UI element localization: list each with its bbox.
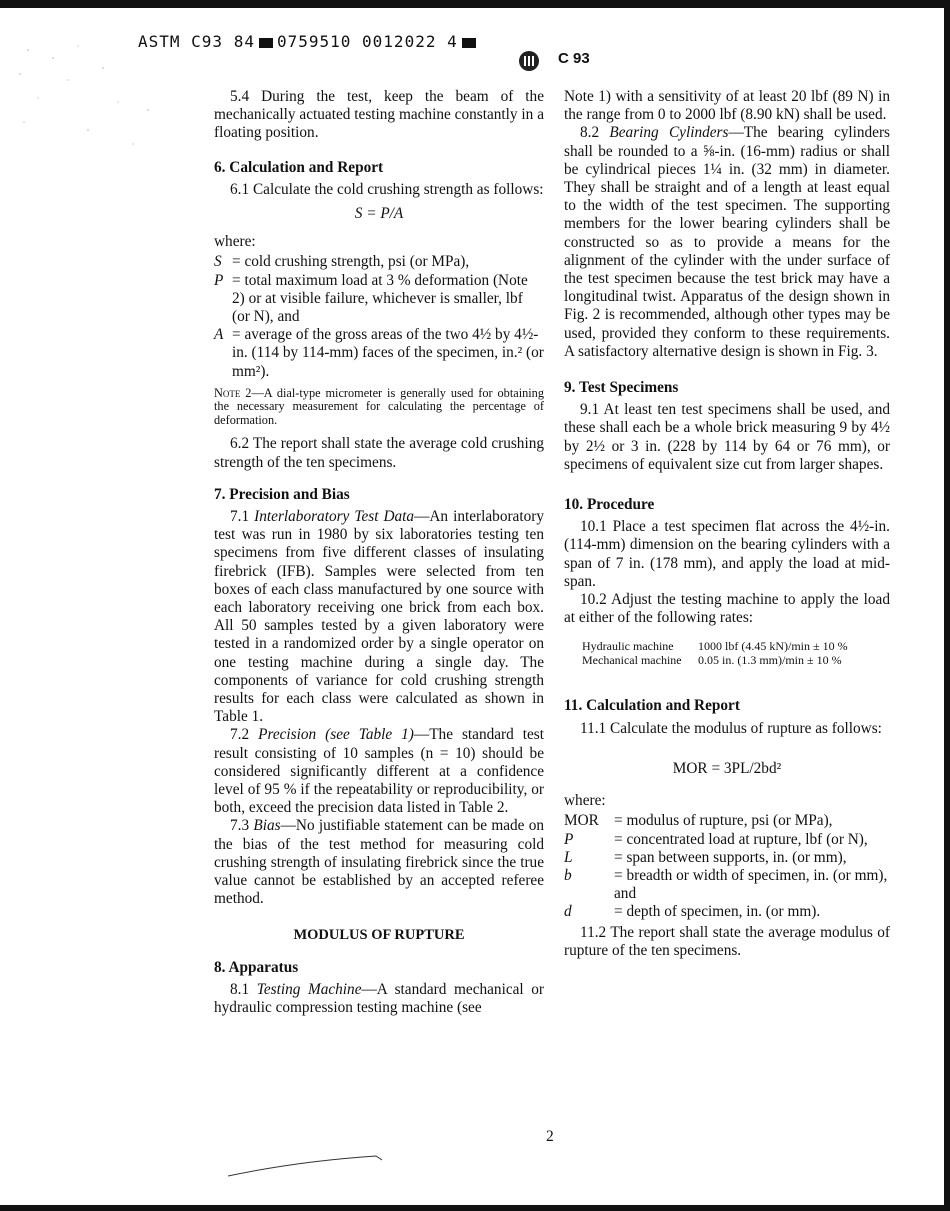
definition-text: = concentrated load at rupture, lbf (or N),: [614, 830, 868, 848]
definition-list: [214, 253, 544, 380]
right-border: [944, 0, 950, 1211]
paragraph-text: —No justifiable statement can be made on the bias of the test method for measuring cold crushing strength of insulating firebrick since the true value cannot be established by an accepted referee method.: [214, 817, 544, 908]
paragraph-9-1: 9.1 At least ten test specimens shall be used, and these shall each be a whole brick measuring 9 by 4½ by 2½ or 3 in. (228 by 114 by 64 or 76 mm), or specimens of equivalent size cut from larger shapes.: [564, 401, 890, 473]
paragraph-7-2: [214, 726, 544, 817]
section-8-title: 8. Apparatus: [214, 958, 299, 976]
definition-item: [564, 867, 890, 903]
definition-symbol: P: [214, 271, 224, 289]
paragraph-number: 8.2: [580, 124, 600, 142]
machine-type: Mechanical machine: [582, 653, 682, 668]
definition-text: = average of the gross areas of the two 4½ by 4½-in. (114 by 114-mm) faces of the specimen, in.² (or mm²).: [232, 326, 544, 380]
paragraph-number: 7.2: [230, 726, 250, 744]
paragraph-number: 7.1: [230, 507, 250, 525]
paragraph-text: —A standard mechanical or hydraulic compression testing machine (see: [214, 980, 545, 1017]
section-7-title: 7. Precision and Bias: [214, 485, 350, 503]
pen-mark: [226, 1150, 386, 1180]
top-border: [0, 0, 950, 8]
definition-symbol: MOR: [564, 812, 599, 830]
definition-list: [564, 812, 890, 921]
paragraph-5-4: 5.4 During the test, keep the beam of the mechanically actuated testing machine constantly in a floating position.: [214, 88, 544, 142]
document-id: C 93: [558, 50, 590, 67]
redaction-block: [462, 38, 476, 48]
rate-row: [582, 639, 890, 653]
definition-symbol: d: [564, 903, 572, 921]
redaction-block: [259, 38, 273, 48]
definition-symbol: S: [214, 253, 222, 271]
document-code-header: [138, 32, 480, 51]
definition-text: = breadth or width of specimen, in. (or mm), and: [614, 866, 888, 903]
loading-rate: 0.05 in. (1.3 mm)/min ± 10 %: [698, 653, 842, 668]
paragraph-heading: Bias: [253, 817, 281, 835]
definition-item: [214, 272, 544, 327]
right-column: [564, 88, 890, 960]
astm-logo-icon: [518, 50, 540, 72]
definition-text: = total maximum load at 3 % deformation (Note 2) or at visible failure, whichever is smaller, lbf (or N), and: [232, 271, 528, 326]
left-column: [214, 88, 544, 1017]
section-11-title: 11. Calculation and Report: [564, 697, 740, 715]
formula-crushing-strength: S = P/A: [354, 205, 404, 223]
page-number: 2: [546, 1128, 554, 1145]
paragraph-heading: Bearing Cylinders: [609, 124, 729, 142]
formula-modulus-of-rupture: MOR = 3PL/2bd²: [672, 759, 782, 777]
definition-symbol: A: [214, 326, 224, 344]
definition-symbol: P: [564, 830, 574, 848]
bottom-border: [0, 1205, 950, 1211]
paragraph-8-1-continued: Note 1) with a sensitivity of at least 20 lbf (89 N) in the range from 0 to 2000 lbf (8.90 kN) shall be used.: [564, 88, 890, 124]
definition-item: [564, 831, 890, 849]
definition-symbol: L: [564, 848, 573, 866]
definition-text: = modulus of rupture, psi (or MPa),: [614, 812, 833, 830]
definition-item: [214, 253, 544, 271]
paragraph-text: —The standard test result consisting of 10 samples (n = 10) should be considered significantly different at a confidence level of 95 % if the repeatability or reproducibility, or both, exceed the precision data listed in Table 2.: [214, 726, 544, 817]
paragraph-heading: Interlaboratory Test Data: [254, 507, 415, 525]
paragraph-11-2: 11.2 The report shall state the average modulus of rupture of the ten specimens.: [564, 923, 890, 959]
section-9-title: 9. Test Specimens: [564, 379, 679, 397]
scan-noise: [8, 40, 158, 160]
section-10-title: 10. Procedure: [564, 496, 655, 514]
definition-item: [564, 849, 890, 867]
paragraph-text: —The bearing cylinders shall be rounded to a ⅝-in. (16-mm) radius or shall be cylindrical pieces 1¼ in. (32 mm) in diameter. They shall be straight and of a length at least equal to the width of the test specimen. The supporting members for the lower bearing cylinders shall be constructed so as to provide a means for the alignment of the cylinder with the under surface of the test specimen because the test brick may have a longitudinal twist. Apparatus of the design shown in Fig. 2 is recommended, although other types may be used, provided they conform to these requirements. A satisfactory alternative design is shown in Fig. 3.: [564, 124, 891, 360]
note-label: Note 2: [214, 385, 252, 400]
paragraph-6-1: 6.1 Calculate the cold crushing strength as follows:: [230, 180, 544, 198]
note-text: —A dial-type micrometer is generally used for obtaining the necessary measurement for calculating the percentage of deformation.: [214, 385, 544, 427]
where-label: where:: [214, 233, 256, 251]
definition-item: [564, 903, 890, 921]
paragraph-10-1: 10.1 Place a test specimen flat across the 4½-in. (114-mm) dimension on the bearing cylinders with a span of 7 in. (178 mm), and apply the load at mid-span.: [564, 518, 890, 590]
paragraph-7-1: [214, 508, 544, 726]
note-2: [214, 387, 544, 428]
code-number: 0759510 0012022 4: [276, 32, 458, 51]
paragraph-number: 8.1: [230, 980, 250, 998]
paragraph-8-1: [214, 981, 544, 1017]
paragraph-number: 7.3: [230, 817, 250, 835]
paragraph-8-2: [564, 124, 890, 361]
definition-text: = span between supports, in. (or mm),: [614, 848, 847, 866]
section-6-title: 6. Calculation and Report: [214, 158, 384, 176]
code-prefix: ASTM C93 84: [138, 32, 255, 51]
definition-text: = depth of specimen, in. (or mm).: [614, 903, 821, 921]
definition-symbol: b: [564, 866, 572, 884]
loading-rates-table: [582, 639, 890, 667]
paragraph-6-2: 6.2 The report shall state the average cold crushing strength of the ten specimens.: [214, 435, 544, 471]
paragraph-heading: Precision (see Table 1): [258, 726, 414, 744]
loading-rate: 1000 lbf (4.45 kN)/min ± 10 %: [698, 639, 848, 654]
definition-item: [564, 812, 890, 830]
paragraph-10-2: 10.2 Adjust the testing machine to apply the load at either of the following rates:: [564, 591, 890, 627]
paragraph-text: —An interlaboratory test was run in 1980 by six laboratories testing ten specimens from five different classes of insulating firebrick (IFB). Samples were selected from ten boxes of each class manufactured by one source with each laboratory receiving one brick from each box. All 50 samples tested by a given laboratory were tested in a randomized order by a single operator on one testing machine during a single day. The components of variance for cold crushing strength results for each class were calculated as shown in Table 1.: [214, 507, 544, 726]
rate-row: [582, 653, 890, 667]
paragraph-heading: Testing Machine: [256, 980, 362, 998]
machine-type: Hydraulic machine: [582, 639, 674, 654]
where-label: where:: [564, 792, 606, 810]
definition-text: = cold crushing strength, psi (or MPa),: [232, 253, 470, 271]
paragraph-11-1: 11.1 Calculate the modulus of rupture as follows:: [580, 719, 882, 737]
paragraph-7-3: [214, 817, 544, 908]
modulus-of-rupture-heading: MODULUS OF RUPTURE: [293, 927, 465, 944]
definition-item: [214, 326, 544, 381]
